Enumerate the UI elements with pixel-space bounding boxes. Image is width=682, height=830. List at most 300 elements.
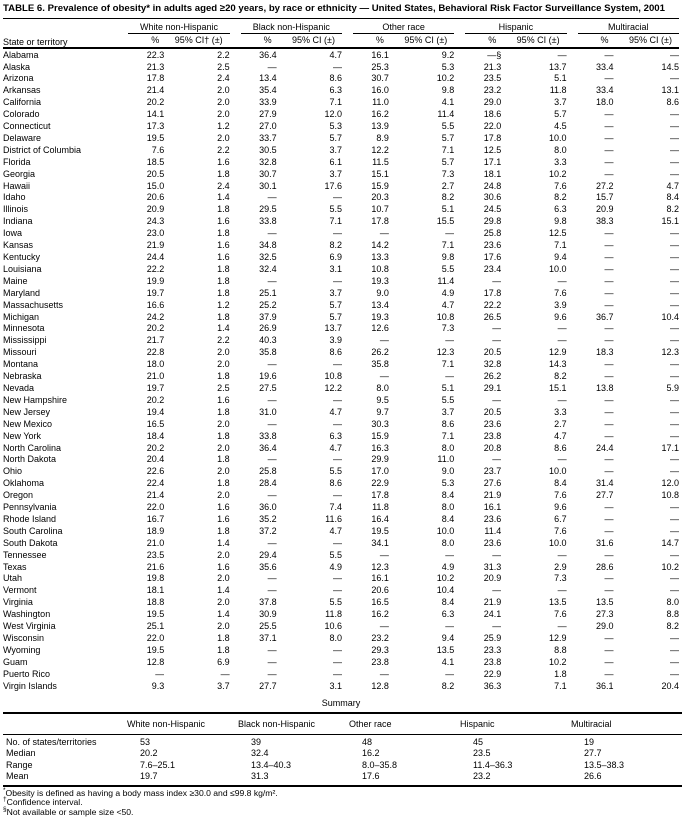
ci-cell: 4.1 bbox=[441, 97, 455, 108]
ci-cell: 1.8 bbox=[217, 371, 230, 382]
percent-cell: — bbox=[604, 109, 614, 120]
ci-cell: — bbox=[332, 668, 342, 679]
ci-cell: — bbox=[670, 644, 679, 655]
summary-stat-label: Mean bbox=[6, 771, 29, 782]
ci-cell: 8.4 bbox=[441, 513, 455, 524]
ci-cell: — bbox=[670, 252, 679, 262]
state-label: Maine bbox=[3, 275, 28, 286]
ci-cell: 1.6 bbox=[217, 513, 230, 524]
percent-cell: 14.2 bbox=[371, 240, 389, 251]
ci-cell: 2.0 bbox=[217, 132, 230, 143]
state-label: New Jersey bbox=[3, 406, 51, 417]
ci-cell: — bbox=[332, 228, 342, 239]
percent-cell: 15.9 bbox=[371, 430, 389, 441]
ci-cell: — bbox=[670, 335, 679, 346]
percent-cell: 37.2 bbox=[259, 525, 277, 536]
table-row bbox=[3, 597, 679, 609]
ci-cell: 1.8 bbox=[217, 263, 230, 274]
ci-cell: 6.3 bbox=[329, 430, 342, 441]
percent-cell: 24.1 bbox=[483, 609, 502, 620]
table-row bbox=[3, 264, 679, 276]
ci-cell: 7.3 bbox=[554, 573, 567, 584]
percent-cell: 36.4 bbox=[259, 442, 277, 453]
percent-cell: 20.2 bbox=[146, 394, 165, 405]
ci-cell: 9.4 bbox=[441, 633, 455, 643]
table-row bbox=[3, 323, 679, 335]
ci-cell: — bbox=[670, 454, 679, 465]
ci-cell: 5.7 bbox=[329, 132, 342, 143]
percent-cell: — bbox=[604, 299, 614, 310]
percent-cell: — bbox=[604, 275, 614, 286]
ci-cell: 5.3 bbox=[329, 121, 342, 132]
ci-cell: 7.6 bbox=[554, 180, 567, 191]
percent-cell: — bbox=[492, 323, 502, 334]
table-row bbox=[3, 300, 679, 312]
percent-cell: 36.4 bbox=[259, 49, 277, 60]
ci-cell: — bbox=[670, 132, 679, 143]
footnote-text: Obesity is defined as having a body mass index ≥30.0 and ≤99.8 kg/m². bbox=[5, 787, 278, 798]
ci-cell: 6.3 bbox=[329, 85, 342, 96]
percent-cell: 22.8 bbox=[146, 347, 165, 358]
ci-cell: 5.3 bbox=[441, 61, 455, 72]
percent-cell: 19.5 bbox=[146, 132, 165, 143]
percent-cell: 23.8 bbox=[483, 430, 502, 441]
percent-cell: 16.2 bbox=[371, 609, 389, 620]
ci-cell: 10.4 bbox=[436, 585, 455, 596]
summary-section-title: Summary bbox=[321, 697, 361, 708]
ci-cell: 20.4 bbox=[661, 680, 679, 691]
table-row bbox=[3, 192, 679, 204]
percent-cell: 16.5 bbox=[371, 597, 389, 608]
percent-cell: 22.0 bbox=[483, 121, 502, 132]
state-label: Rhode Island bbox=[3, 513, 57, 524]
ci-cell: 6.3 bbox=[441, 609, 455, 620]
state-label: Virgin Islands bbox=[3, 680, 57, 691]
ci-cell: — bbox=[670, 656, 679, 667]
ci-cell: 12.9 bbox=[549, 633, 567, 643]
percent-cell: 23.6 bbox=[483, 240, 502, 251]
state-label: Vermont bbox=[3, 585, 37, 596]
ci-cell: 10.2 bbox=[549, 656, 567, 667]
ci-cell: — bbox=[670, 49, 679, 60]
ci-cell: — bbox=[445, 371, 455, 382]
ci-cell: 8.6 bbox=[666, 97, 679, 108]
ci-cell: 8.2 bbox=[554, 371, 567, 382]
percent-cell: — bbox=[604, 323, 614, 334]
ci-cell: 9.4 bbox=[554, 252, 567, 262]
percent-cell: 38.3 bbox=[596, 216, 614, 227]
ci-cell: 2.0 bbox=[217, 549, 230, 560]
table-row bbox=[3, 228, 679, 240]
percent-cell: — bbox=[604, 466, 614, 477]
group-label: White non-Hispanic bbox=[128, 21, 229, 34]
ci-cell: 12.9 bbox=[549, 347, 567, 358]
ci-cell: 14.3 bbox=[549, 359, 567, 370]
ci-cell: 1.8 bbox=[217, 228, 230, 239]
percent-cell: 23.6 bbox=[483, 513, 502, 524]
ci-cell: — bbox=[670, 263, 679, 274]
ci-cell: 15.5 bbox=[436, 216, 455, 227]
footnotes bbox=[3, 786, 679, 818]
ci-cell: 12.3 bbox=[436, 347, 455, 358]
ci-cell: 8.6 bbox=[441, 418, 455, 429]
ci-cell: 8.0 bbox=[441, 442, 455, 453]
ci-cell: — bbox=[445, 621, 455, 632]
ci-cell: — bbox=[670, 585, 679, 596]
percent-cell: 18.4 bbox=[146, 430, 165, 441]
ci-cell: 1.8 bbox=[217, 525, 230, 536]
state-label: Montana bbox=[3, 359, 39, 370]
percent-cell: 13.9 bbox=[371, 121, 389, 132]
percent-cell: — bbox=[267, 394, 277, 405]
table-row bbox=[3, 73, 679, 85]
percent-cell: 21.3 bbox=[146, 61, 165, 72]
percent-cell: 9.7 bbox=[376, 406, 389, 417]
percent-cell: 29.0 bbox=[483, 97, 502, 108]
ci-cell: 5.7 bbox=[554, 109, 567, 120]
ci-cell: — bbox=[557, 323, 567, 334]
percent-cell: 23.2 bbox=[371, 633, 389, 643]
ci-cell: 10.8 bbox=[661, 490, 679, 501]
percent-cell: 30.5 bbox=[259, 144, 277, 155]
state-label: Idaho bbox=[3, 192, 26, 203]
ci-cell: — bbox=[332, 192, 342, 203]
state-label: Georgia bbox=[3, 168, 36, 179]
percent-cell: — bbox=[604, 121, 614, 132]
percent-cell: 31.3 bbox=[483, 561, 502, 572]
summary-column-header: Hispanic bbox=[460, 713, 571, 735]
ci-cell: 3.3 bbox=[554, 156, 567, 167]
percent-cell: 13.4 bbox=[259, 73, 277, 84]
ci-cell: 4.9 bbox=[329, 561, 342, 572]
ci-cell: — bbox=[670, 359, 679, 370]
percent-cell: 19.3 bbox=[371, 311, 389, 322]
percent-cell: 19.3 bbox=[371, 275, 389, 286]
summary-value: 48 bbox=[362, 736, 373, 747]
state-label: North Dakota bbox=[3, 454, 57, 465]
percent-cell: 27.7 bbox=[259, 680, 277, 691]
summary-value: 19.7 bbox=[140, 771, 158, 782]
percent-cell: — bbox=[379, 335, 389, 346]
percent-cell: 27.3 bbox=[596, 609, 614, 620]
summary-value: 16.2 bbox=[362, 748, 380, 759]
percent-cell: — bbox=[492, 275, 502, 286]
percent-cell: — bbox=[604, 525, 614, 536]
state-label: Missouri bbox=[3, 347, 37, 358]
percent-cell: 27.2 bbox=[596, 180, 614, 191]
ci-cell: 5.5 bbox=[329, 204, 342, 215]
percent-cell: 25.8 bbox=[259, 466, 277, 477]
percent-cell: 30.3 bbox=[371, 418, 389, 429]
ci-cell: — bbox=[670, 371, 679, 382]
summary-row bbox=[3, 748, 682, 760]
ci-cell: — bbox=[332, 454, 342, 465]
ci-cell: 7.1 bbox=[441, 430, 455, 441]
table-row bbox=[3, 121, 679, 133]
table-row bbox=[3, 85, 679, 97]
table-row bbox=[3, 466, 679, 478]
ci-cell: 7.6 bbox=[554, 525, 567, 536]
table-row bbox=[3, 252, 679, 264]
table-row bbox=[3, 657, 679, 669]
percent-cell: — bbox=[604, 144, 614, 155]
ci-cell: 10.2 bbox=[661, 561, 679, 572]
percent-cell: — bbox=[604, 418, 614, 429]
ci-cell: 8.4 bbox=[441, 490, 455, 501]
percent-cell: — bbox=[267, 275, 277, 286]
percent-cell: 23.5 bbox=[146, 549, 165, 560]
table-row bbox=[3, 371, 679, 383]
ci-cell: 1.6 bbox=[217, 216, 230, 227]
ci-cell: — bbox=[670, 299, 679, 310]
percent-cell: — bbox=[379, 371, 389, 382]
ci-cell: 8.2 bbox=[666, 204, 679, 215]
state-label: Arizona bbox=[3, 73, 34, 84]
ci-cell: — bbox=[332, 275, 342, 286]
ci-cell: 9.2 bbox=[441, 49, 455, 60]
percent-cell: 23.6 bbox=[483, 418, 502, 429]
table-row bbox=[3, 514, 679, 526]
percent-cell: 22.6 bbox=[146, 466, 165, 477]
table-row bbox=[3, 633, 679, 645]
percent-cell: 20.6 bbox=[146, 192, 165, 203]
summary-value: 17.6 bbox=[362, 771, 380, 782]
ci-cell: 2.4 bbox=[217, 73, 230, 84]
percent-cell: 19.5 bbox=[146, 609, 165, 620]
percent-cell: 22.0 bbox=[146, 633, 165, 643]
percent-cell: 30.7 bbox=[371, 73, 389, 84]
ci-cell: — bbox=[332, 359, 342, 370]
ci-cell: 14.7 bbox=[661, 537, 679, 548]
percent-cell: 36.0 bbox=[259, 502, 277, 513]
ci-cell: 8.2 bbox=[441, 680, 455, 691]
ci-cell: 6.9 bbox=[217, 656, 230, 667]
table-row bbox=[3, 347, 679, 359]
ci-cell: — bbox=[670, 287, 679, 298]
table-row bbox=[3, 204, 679, 216]
percent-cell: — bbox=[604, 430, 614, 441]
ci-cell: 1.8 bbox=[217, 275, 230, 286]
ci-cell: 1.8 bbox=[217, 633, 230, 643]
ci-cell: 4.1 bbox=[441, 656, 455, 667]
percent-cell: 22.3 bbox=[146, 49, 165, 60]
ci-cell: 7.6 bbox=[554, 287, 567, 298]
percent-cell: 15.1 bbox=[371, 168, 389, 179]
percent-cell: 22.2 bbox=[146, 263, 165, 274]
percent-cell: 16.2 bbox=[371, 109, 389, 120]
table-row bbox=[3, 562, 679, 574]
percent-cell: 16.5 bbox=[146, 418, 165, 429]
percent-cell: — bbox=[379, 549, 389, 560]
ci-cell: 7.1 bbox=[554, 240, 567, 251]
table-row bbox=[3, 443, 679, 455]
percent-cell: 27.9 bbox=[259, 109, 277, 120]
summary-stat-label: Median bbox=[6, 748, 36, 759]
state-label: Louisiana bbox=[3, 263, 42, 274]
table-row bbox=[3, 383, 679, 395]
state-label: Colorado bbox=[3, 109, 40, 120]
ci-cell: 8.2 bbox=[329, 240, 342, 251]
ci-cell: 1.4 bbox=[217, 585, 230, 596]
ci-cell: 6.3 bbox=[554, 204, 567, 215]
percent-cell: 24.2 bbox=[146, 311, 165, 322]
summary-column-header: Other race bbox=[349, 713, 460, 735]
ci-header: 95% CI† (±) bbox=[164, 34, 229, 48]
percent-cell: 25.2 bbox=[259, 299, 277, 310]
percent-cell: 11.4 bbox=[484, 525, 502, 536]
ci-cell: 1.8 bbox=[554, 668, 567, 679]
ci-cell: 7.1 bbox=[329, 216, 342, 227]
percent-cell: 28.4 bbox=[259, 478, 277, 489]
ci-cell: 8.4 bbox=[666, 192, 679, 203]
state-label: Alaska bbox=[3, 61, 31, 72]
percent-cell: 17.0 bbox=[371, 466, 389, 477]
ci-cell: 9.6 bbox=[554, 311, 567, 322]
percent-cell: 22.0 bbox=[146, 502, 165, 513]
ci-cell: — bbox=[445, 335, 455, 346]
ci-cell: — bbox=[445, 549, 455, 560]
percent-cell: 14.1 bbox=[146, 109, 165, 120]
percent-cell: — bbox=[604, 49, 614, 60]
ci-cell: — bbox=[445, 228, 455, 239]
percent-cell: — bbox=[604, 668, 614, 679]
percent-cell: 19.9 bbox=[146, 275, 165, 286]
ci-cell: 3.9 bbox=[554, 299, 567, 310]
percent-cell: 17.8 bbox=[146, 73, 165, 84]
ci-cell: — bbox=[557, 49, 567, 60]
state-label: South Carolina bbox=[3, 525, 63, 536]
state-label: Utah bbox=[3, 573, 23, 584]
ci-cell: 8.2 bbox=[441, 192, 455, 203]
ci-cell: 8.0 bbox=[329, 633, 342, 643]
ci-cell: 12.5 bbox=[549, 228, 567, 239]
percent-cell: 27.0 bbox=[259, 121, 277, 132]
ci-cell: 2.0 bbox=[217, 573, 230, 584]
table-row bbox=[3, 359, 679, 371]
state-label: Iowa bbox=[3, 228, 23, 239]
percent-cell: 13.8 bbox=[596, 382, 614, 393]
ci-cell: 2.0 bbox=[217, 418, 230, 429]
state-label: Nebraska bbox=[3, 371, 42, 382]
state-label: Guam bbox=[3, 656, 28, 667]
ci-cell: 2.5 bbox=[217, 382, 230, 393]
percent-cell: 12.8 bbox=[371, 680, 389, 691]
ci-cell: — bbox=[332, 418, 342, 429]
ci-cell: 11.8 bbox=[549, 85, 567, 96]
percent-cell: — bbox=[604, 240, 614, 251]
summary-table bbox=[3, 712, 682, 787]
ci-cell: 15.1 bbox=[549, 382, 567, 393]
group-label: Hispanic bbox=[465, 21, 566, 34]
ci-cell: 10.0 bbox=[549, 466, 567, 477]
percent-cell: — bbox=[604, 406, 614, 417]
summary-value: 27.7 bbox=[584, 748, 602, 759]
ci-cell: 2.7 bbox=[441, 180, 455, 191]
percent-cell: 30.9 bbox=[259, 609, 277, 620]
ci-cell: — bbox=[670, 156, 679, 167]
state-label: North Carolina bbox=[3, 442, 62, 453]
percent-cell: 29.3 bbox=[371, 644, 389, 655]
percent-cell: 23.8 bbox=[371, 656, 389, 667]
ci-cell: 5.5 bbox=[329, 597, 342, 608]
percent-cell: 11.5 bbox=[372, 156, 389, 167]
ci-cell: 1.8 bbox=[217, 644, 230, 655]
percent-cell: — bbox=[604, 502, 614, 513]
ci-cell: 2.5 bbox=[217, 61, 230, 72]
ci-cell: 3.7 bbox=[217, 680, 230, 691]
state-label: District of Columbia bbox=[3, 144, 82, 155]
ci-cell: — bbox=[670, 73, 679, 84]
ci-cell: 2.0 bbox=[217, 490, 230, 501]
ci-cell: 10.2 bbox=[549, 168, 567, 179]
footnote-symbol: § bbox=[3, 806, 7, 814]
percent-cell: 18.5 bbox=[146, 156, 165, 167]
summary-blank-header bbox=[3, 713, 127, 735]
state-label: South Dakota bbox=[3, 537, 58, 548]
percent-cell: 19.5 bbox=[146, 644, 165, 655]
percent-header: % bbox=[567, 34, 614, 48]
summary-row bbox=[3, 760, 682, 772]
table-row bbox=[3, 526, 679, 538]
ci-cell: 7.1 bbox=[441, 359, 455, 370]
table-row bbox=[3, 216, 679, 228]
percent-cell: 15.9 bbox=[371, 180, 389, 191]
percent-header: % bbox=[230, 34, 277, 48]
percent-cell: 20.5 bbox=[483, 406, 502, 417]
ci-cell: — bbox=[670, 502, 679, 513]
state-label: Michigan bbox=[3, 311, 40, 322]
ci-cell: 10.8 bbox=[436, 311, 455, 322]
ci-header: 95% CI (±) bbox=[389, 34, 454, 48]
ci-cell: 9.8 bbox=[441, 85, 455, 96]
percent-cell: — bbox=[267, 644, 277, 655]
ci-cell: 5.5 bbox=[329, 466, 342, 477]
percent-cell: — bbox=[604, 228, 614, 239]
percent-cell: 37.8 bbox=[259, 597, 277, 608]
table-row bbox=[3, 395, 679, 407]
group-header-multiracial bbox=[567, 18, 679, 34]
summary-value: 45 bbox=[473, 736, 484, 747]
percent-cell: 17.6 bbox=[483, 252, 502, 262]
percent-cell: 33.4 bbox=[596, 85, 614, 96]
percent-cell: — bbox=[604, 287, 614, 298]
ci-cell: 2.7 bbox=[554, 418, 567, 429]
percent-cell: 31.0 bbox=[259, 406, 277, 417]
percent-cell: 13.4 bbox=[371, 299, 389, 310]
ci-cell: 4.9 bbox=[441, 287, 455, 298]
ci-cell: 1.8 bbox=[217, 430, 230, 441]
percent-cell: 35.4 bbox=[259, 85, 277, 96]
group-label: Black non-Hispanic bbox=[241, 21, 342, 34]
percent-cell: 24.4 bbox=[146, 252, 165, 262]
percent-cell: 8.9 bbox=[376, 132, 389, 143]
ci-cell: 8.2 bbox=[554, 192, 567, 203]
percent-cell: 22.4 bbox=[146, 478, 165, 489]
percent-cell: 19.7 bbox=[146, 287, 165, 298]
percent-cell: 29.0 bbox=[596, 621, 614, 632]
table-row bbox=[3, 419, 679, 431]
ci-cell: 5.5 bbox=[441, 263, 455, 274]
percent-cell: 15.7 bbox=[596, 192, 614, 203]
percent-cell: 32.8 bbox=[259, 156, 277, 167]
percent-cell: 16.4 bbox=[371, 513, 389, 524]
summary-column-header: Black non-Hispanic bbox=[238, 713, 349, 735]
state-label: Oregon bbox=[3, 490, 34, 501]
ci-cell: 3.7 bbox=[441, 406, 455, 417]
percent-cell: 19.4 bbox=[146, 406, 165, 417]
percent-cell: 37.1 bbox=[259, 633, 277, 643]
ci-cell: 4.7 bbox=[666, 180, 679, 191]
